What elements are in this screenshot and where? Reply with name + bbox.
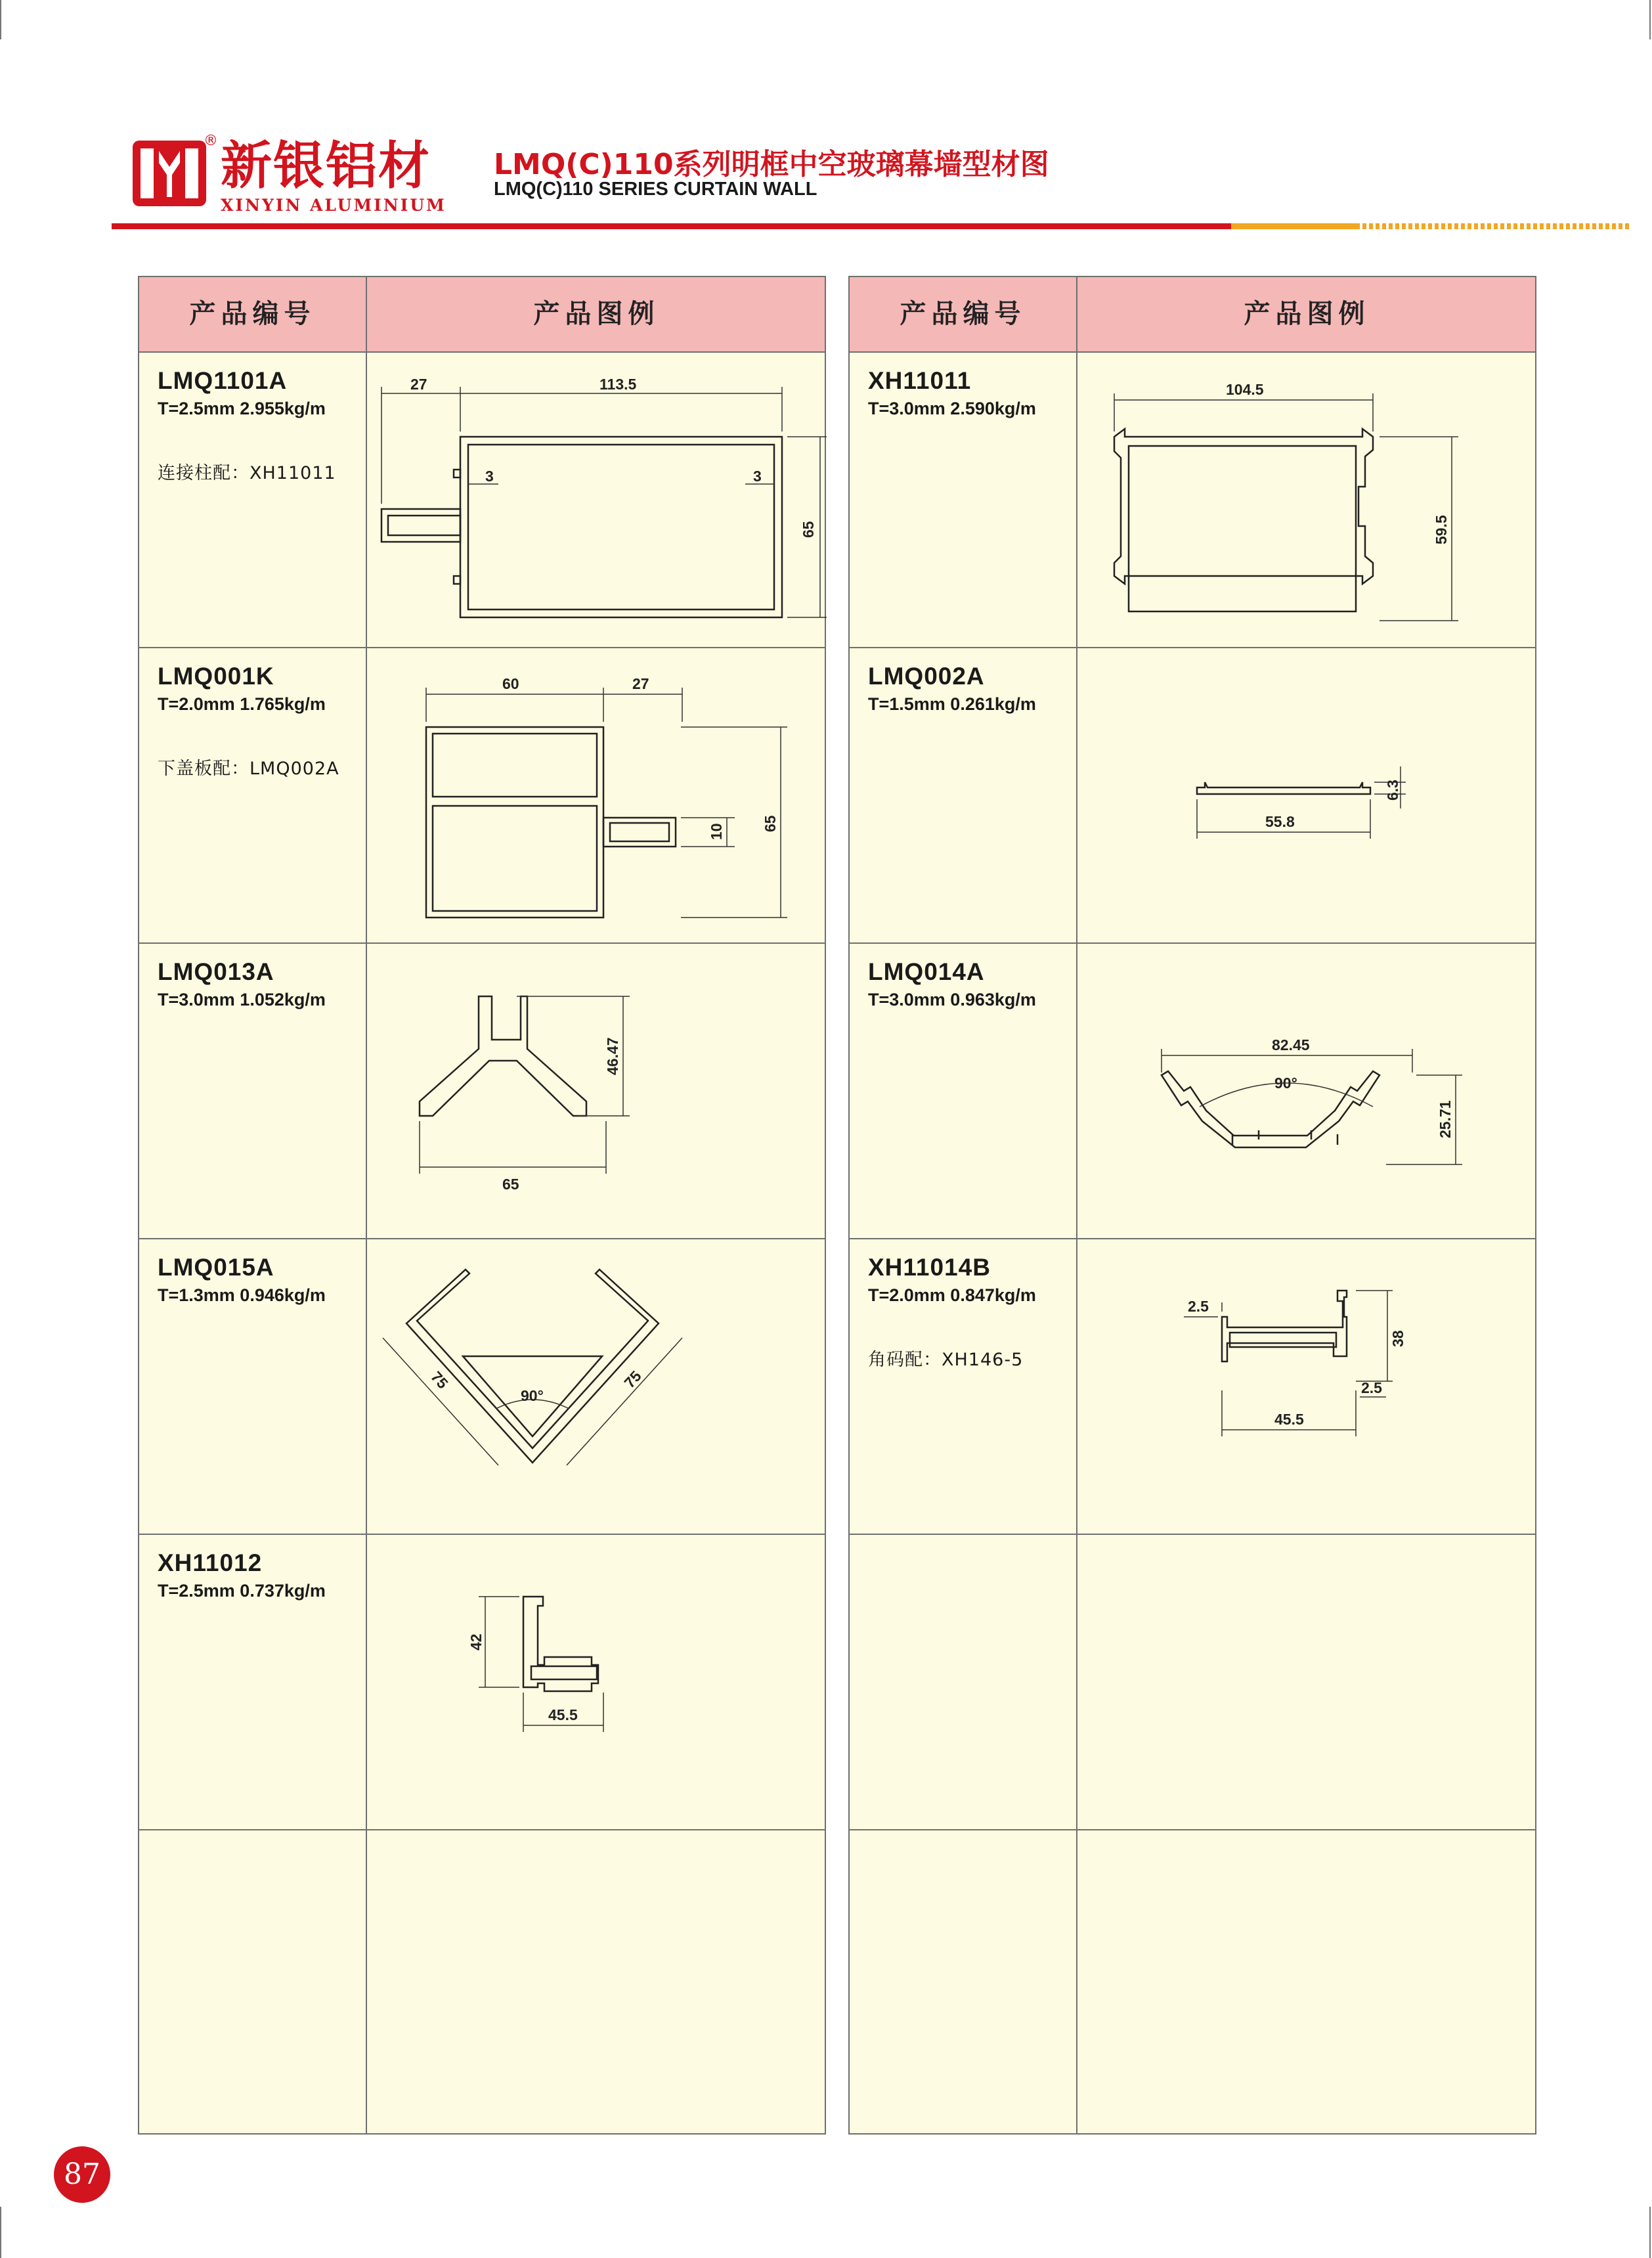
dimension-label: 10 [708, 823, 725, 840]
product-code: XH11012 [158, 1549, 263, 1576]
header-rule-red [112, 223, 1231, 229]
table-header [850, 277, 1535, 353]
dimension-label: 27 [632, 675, 649, 692]
product-note: 角码配：XH146-5 [868, 1350, 1024, 1370]
dimension-label: 45.5 [548, 1706, 578, 1723]
product-spec: T=2.0mm 1.765kg/m [158, 694, 326, 714]
crop-mark-bottom-right [1649, 2207, 1651, 2258]
product-spec: T=3.0mm 1.052kg/m [158, 990, 326, 1009]
product-table-right [848, 276, 1536, 2135]
page-header [112, 131, 1523, 236]
table-header [139, 277, 825, 353]
product-spec: T=2.5mm 0.737kg/m [158, 1581, 326, 1601]
dimension-label: 113.5 [599, 376, 637, 393]
dimension-label: 38 [1389, 1330, 1406, 1347]
dimension-label: 65 [800, 521, 817, 538]
registered-mark: ® [204, 133, 218, 149]
column-header-figure: 产品图例 [1244, 299, 1370, 329]
product-row [850, 944, 1535, 1239]
product-table-left [138, 276, 826, 2135]
product-row [139, 648, 825, 944]
product-code: LMQ001K [158, 663, 274, 690]
dimension-label: 90° [1274, 1074, 1297, 1092]
page-number: 87 [54, 2146, 110, 2203]
dimension-label: 46.47 [604, 1037, 621, 1075]
empty-row [139, 1830, 825, 2136]
header-rule-dashed [1356, 223, 1632, 229]
product-spec: T=1.5mm 0.261kg/m [868, 694, 1036, 714]
product-code: LMQ002A [868, 663, 985, 690]
profile-drawing-lmq013a [367, 944, 827, 1238]
dimension-label: 27 [410, 376, 427, 393]
profile-drawing-lmq014a [1077, 944, 1537, 1238]
dimension-label: 75 [620, 1367, 645, 1392]
dimension-label: 2.5 [1361, 1379, 1382, 1396]
dimension-label: 60 [502, 675, 519, 692]
dimension-label: 42 [467, 1633, 485, 1650]
column-header-code: 产品编号 [900, 299, 1026, 329]
empty-row [850, 1535, 1535, 1830]
product-code: LMQ013A [158, 958, 274, 985]
brand-name-en: XINYIN ALUMINIUM [221, 196, 446, 215]
dimension-label: 55.8 [1265, 813, 1295, 830]
product-row [850, 1239, 1535, 1535]
profile-drawing-lmq1101a [367, 353, 827, 647]
product-row [139, 353, 825, 648]
header-rule-orange [1231, 223, 1356, 229]
crop-mark-top-left [0, 0, 1, 39]
product-row [139, 944, 825, 1239]
empty-row [850, 1830, 1535, 2136]
product-code: XH11014B [868, 1254, 991, 1281]
brand-name-cn: 新银铝材 [221, 137, 431, 196]
product-spec: T=1.3mm 0.946kg/m [158, 1285, 326, 1305]
dimension-label: 65 [762, 815, 779, 832]
dimension-label: 3 [753, 468, 762, 485]
product-spec: T=2.5mm 2.955kg/m [158, 399, 326, 418]
profile-drawing-xh11014b [1077, 1239, 1537, 1534]
dimension-label: 90° [521, 1387, 544, 1404]
page-title-cn: LMQ(C)110系列明框中空玻璃幕墙型材图 [494, 148, 1049, 181]
dimension-label: 3 [485, 468, 494, 485]
profile-drawing-lmq015a [367, 1239, 827, 1534]
crop-mark-top-right [1649, 0, 1651, 39]
profile-drawing-lmq002a [1077, 648, 1537, 942]
profile-drawing-xh11011 [1077, 353, 1537, 647]
profile-drawing-lmq001k [367, 648, 827, 942]
dimension-label: 2.5 [1188, 1298, 1209, 1315]
dimension-label: 104.5 [1226, 381, 1264, 398]
product-row [850, 648, 1535, 944]
product-row [850, 353, 1535, 648]
product-spec: T=2.0mm 0.847kg/m [868, 1285, 1036, 1305]
page-title-en: LMQ(C)110 SERIES CURTAIN WALL [494, 179, 817, 200]
crop-mark-bottom-left [0, 2207, 1, 2258]
column-header-figure: 产品图例 [533, 299, 660, 329]
product-code: LMQ015A [158, 1254, 274, 1281]
dimension-label: 25.71 [1437, 1100, 1454, 1138]
product-note: 下盖板配：LMQ002A [158, 759, 339, 779]
dimension-label: 45.5 [1274, 1411, 1304, 1428]
dimension-label: 6.3 [1384, 780, 1401, 801]
dimension-label: 75 [427, 1367, 452, 1392]
product-code: XH11011 [868, 367, 972, 394]
dimension-label: 82.45 [1272, 1036, 1310, 1053]
product-spec: T=3.0mm 2.590kg/m [868, 399, 1036, 418]
product-row [139, 1239, 825, 1535]
xinyin-logo-icon [130, 137, 209, 209]
product-note: 连接柱配：XH11011 [158, 463, 336, 483]
product-spec: T=3.0mm 0.963kg/m [868, 990, 1036, 1009]
dimension-label: 59.5 [1433, 515, 1450, 544]
product-code: LMQ014A [868, 958, 985, 985]
dimension-label: 65 [502, 1176, 519, 1193]
product-code: LMQ1101A [158, 367, 288, 394]
column-header-code: 产品编号 [189, 299, 316, 329]
profile-drawing-xh11012 [367, 1535, 827, 1829]
product-row [139, 1535, 825, 1830]
